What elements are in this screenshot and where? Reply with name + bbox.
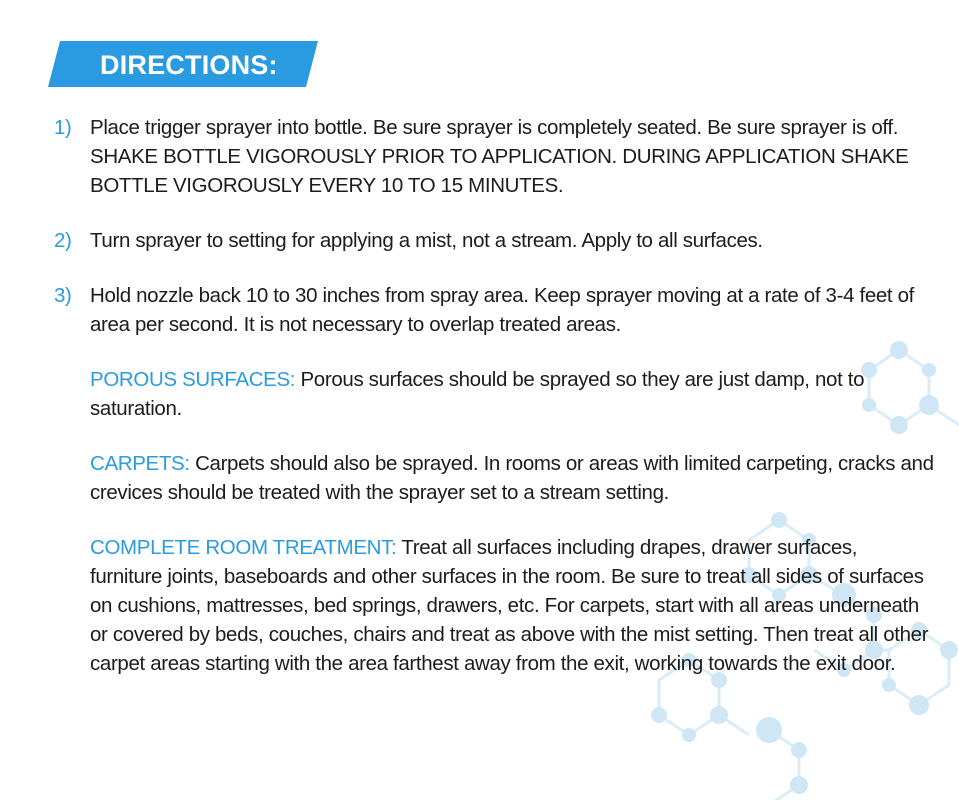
step-1 bbox=[54, 113, 934, 200]
subsection-label: COMPLETE ROOM TREATMENT: bbox=[90, 536, 402, 559]
subsection-text: Porous surfaces should be sprayed so they are just damp, not to saturation. bbox=[90, 368, 865, 420]
subsection-porous-surfaces bbox=[90, 365, 934, 423]
subsection-text: Treat all surfaces including drapes, drawer surfaces, furniture joints, baseboards and other surfaces in the room. Be sure to treat all sides of surfaces on cushions, mattresses, bed springs, drawers, etc. For carpets, start with all areas underneath or covered by beds, couches, chairs and treat as above with the mist setting. Then treat all other carpet areas starting with the area farthest away from the exit, working towards the exit door. bbox=[90, 536, 929, 675]
directions-title: DIRECTIONS: bbox=[100, 50, 278, 80]
subsection-text: Carpets should also be sprayed. In rooms or areas with limited carpeting, cracks and crevices should be treated with the sprayer set to a stream setting. bbox=[90, 452, 934, 504]
step-number: 1) bbox=[54, 116, 72, 139]
step-2 bbox=[54, 226, 934, 255]
subsection-complete-room-treatment bbox=[90, 533, 934, 678]
step-3 bbox=[54, 281, 934, 678]
step-text: Place trigger sprayer into bottle. Be sure sprayer is completely seated. Be sure sprayer is off. SHAKE BOTTLE VIGOROUSLY PRIOR TO APPLICATION. DURING APPLICATION SHAKE BOTTLE VIGOROUSLY EVERY 10 TO 15 MINUTES. bbox=[90, 116, 909, 197]
step-number: 3) bbox=[54, 284, 72, 307]
step-body bbox=[90, 281, 934, 678]
subsection-carpets bbox=[90, 449, 934, 507]
step-number: 2) bbox=[54, 229, 72, 252]
step-text: Turn sprayer to setting for applying a mist, not a stream. Apply to all surfaces. bbox=[90, 229, 763, 252]
subsection-label: POROUS SURFACES: bbox=[90, 368, 301, 391]
directions-content bbox=[54, 113, 934, 704]
subsection-label: CARPETS: bbox=[90, 452, 196, 475]
step-text: Hold nozzle back 10 to 30 inches from spray area. Keep sprayer moving at a rate of 3-4 feet of area per second. It is not necessary to overlap treated areas. bbox=[90, 284, 915, 336]
